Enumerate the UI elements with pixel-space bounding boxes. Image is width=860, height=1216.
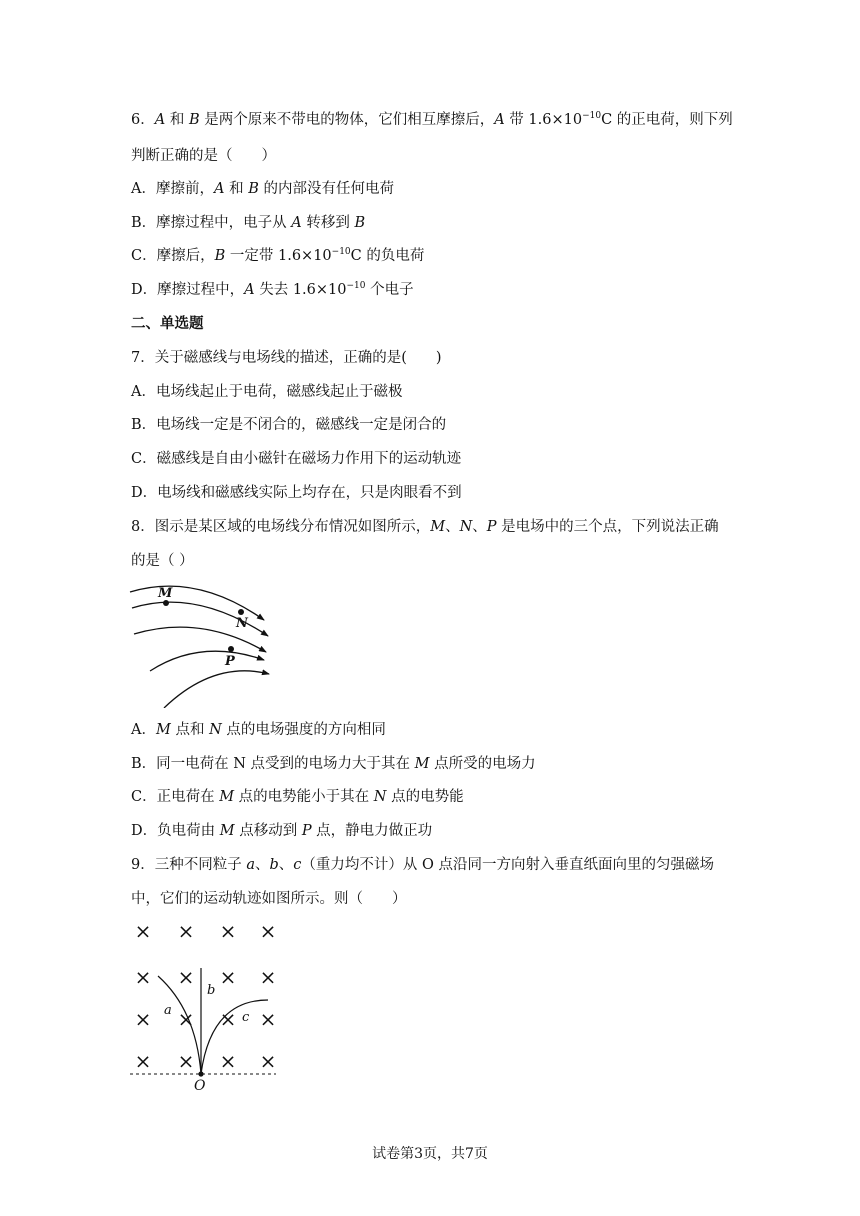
label-o: O <box>194 1078 206 1093</box>
q6-stem-line1: 6．A 和 B 是两个原来不带电的物体，它们相互摩擦后，A 带 $1.6\times 10^{-10}C$ 的正电荷，则下列 <box>131 111 733 128</box>
field-cross-0-0: × <box>134 919 152 943</box>
q8-option-b: B．同一电荷在 N 点受到的电场力大于其在 M 点所受的电场力 <box>131 756 536 772</box>
q6-option-a: A．摩擦前，A 和 B 的内部没有任何电荷 <box>131 181 394 197</box>
q9-stem-line2: 中，它们的运动轨迹如图所示。则（ ） <box>131 891 407 907</box>
field-cross-3-3: × <box>259 1049 277 1073</box>
label-b: b <box>207 983 216 998</box>
page-footer: 试卷第3页，共7页 <box>372 1146 488 1162</box>
q7-option-c: C．磁感线是自由小磁针在磁场力作用下的运动轨迹 <box>131 451 462 467</box>
field-cross-2-1: × <box>177 1007 195 1031</box>
field-cross-2-2: × <box>219 1007 237 1031</box>
q7-stem: 7．关于磁感线与电场线的描述，正确的是( ) <box>131 350 442 366</box>
field-cross-3-1: × <box>177 1049 195 1073</box>
label-a: a <box>164 1003 172 1018</box>
field-cross-0-1: × <box>177 919 195 943</box>
q7-option-b: B．电场线一定是不闭合的，磁感线一定是闭合的 <box>131 417 447 433</box>
q7-option-a: A．电场线起止于电荷，磁感线起止于磁极 <box>131 384 403 400</box>
field-line-1 <box>130 586 264 620</box>
field-line-5 <box>164 671 269 708</box>
q9-stem-line1: 9．三种不同粒子 a、b、c（重力均不计）从 O 点沿同一方向射入垂直纸面向里的匀强磁场 <box>131 857 715 873</box>
field-cross-1-1: × <box>177 965 195 989</box>
field-cross-3-0: × <box>134 1049 152 1073</box>
q8-field-line-figure <box>126 578 276 708</box>
origin-dot <box>198 1071 203 1076</box>
label-m: M <box>158 586 173 601</box>
q8-stem-line1: 8．图示是某区域的电场线分布情况如图所示，M、N、P 是电场中的三个点，下列说法正确 <box>131 519 719 535</box>
field-cross-3-2: × <box>219 1049 237 1073</box>
q6-option-b: B．摩擦过程中，电子从 A 转移到 B <box>131 215 366 231</box>
point-p-dot <box>228 646 234 652</box>
q8-option-a: A．M 点和 N 点的电场强度的方向相同 <box>131 722 386 738</box>
field-cross-0-3: × <box>259 919 277 943</box>
label-p: P <box>225 654 235 669</box>
field-cross-1-2: × <box>219 965 237 989</box>
q8-option-d: D．负电荷由 M 点移动到 P 点，静电力做正功 <box>131 823 433 839</box>
field-cross-2-3: × <box>259 1007 277 1031</box>
q9-magnetic-field-figure <box>126 918 286 1093</box>
q6-option-c: C．摩擦后，B 一定带 $1.6\times 10^{-10}C$ 的负电荷 <box>131 247 425 264</box>
field-cross-0-2: × <box>219 919 237 943</box>
field-line-4 <box>150 651 264 671</box>
q8-option-c: C．正电荷在 M 点的电势能小于其在 N 点的电势能 <box>131 789 464 805</box>
q7-option-d: D．电场线和磁感线实际上均存在，只是肉眼看不到 <box>131 485 462 501</box>
label-c: c <box>242 1010 250 1025</box>
q8-stem-line2: 的是（ ） <box>131 553 194 569</box>
field-cross-2-0: × <box>134 1007 152 1031</box>
field-cross-1-3: × <box>259 965 277 989</box>
q6-option-d: D．摩擦过程中，A 失去 $1.6\times 10^{-10}$ 个电子 <box>131 281 414 298</box>
field-cross-1-0: × <box>134 965 152 989</box>
section-heading: 二、单选题 <box>131 315 204 332</box>
point-n-dot <box>238 609 244 615</box>
q6-stem-line2: 判断正确的是（ ） <box>131 148 276 164</box>
label-n: N <box>236 616 248 631</box>
